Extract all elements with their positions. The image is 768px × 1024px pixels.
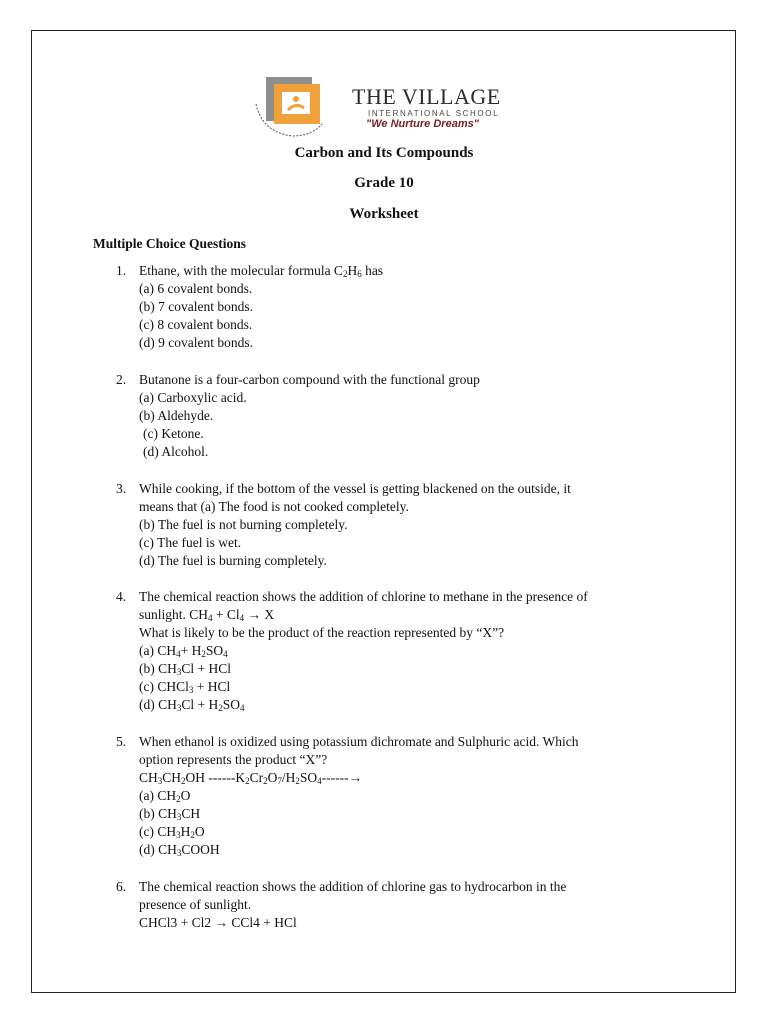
option-c: (c) Ketone. [143, 426, 204, 441]
option-a: (a) $CH_2O$ [139, 788, 191, 804]
option-c: (c) The fuel is wet. [139, 535, 242, 550]
question-stem-line: option represents the product “X”? [139, 752, 328, 767]
option-b: (b) $CH_3CH$ [139, 806, 201, 822]
question-number: 4. [116, 589, 127, 604]
section-heading: Multiple Choice Questions [93, 236, 247, 251]
grade-label: Grade 10 [354, 175, 414, 191]
school-name: THE VILLAGE [352, 84, 501, 109]
question-stem-line: What is likely to be the product of the reaction represented by “X”? [139, 625, 505, 640]
reaction-equation: CHCl3 + Cl2 → CCl4 + HCl [139, 915, 297, 930]
question-stem-line: presence of sunlight. [139, 897, 252, 912]
option-a: (a) $CH_4+ H_2SO_4$ [139, 643, 228, 659]
question-number: 5. [116, 734, 127, 749]
question-stem: Butanone is a four-carbon compound with the functional group [139, 372, 480, 387]
option-c: (c) $CH_3H_2O$ [139, 824, 205, 840]
question-stem-line: While cooking, if the bottom of the vessel is getting blackened on the outside, it [139, 481, 571, 496]
question-number: 6. [116, 879, 127, 894]
reaction-equation: $CH_3CH_2OH$ $------K_2Cr_2O_7/H_2SO_4------\to$ [139, 770, 363, 786]
option-b: (b) The fuel is not burning completely. [139, 517, 348, 532]
school-subtitle: INTERNATIONAL SCHOOL [368, 109, 500, 118]
reaction-equation: sunlight. $CH_4 + Cl_4 \to X$ [139, 607, 275, 623]
arrow-icon: → [348, 770, 363, 785]
question-number: 2. [116, 372, 127, 387]
question-stem-line: When ethanol is oxidized using potassium dichromate and Sulphuric acid. Which [139, 734, 579, 749]
option-c: (c) CHCl$_3$ + HCl [139, 679, 231, 695]
option-d: (d) Alcohol. [143, 444, 209, 459]
option-d: (d) $CH_3Cl + H_2SO_4$ [139, 697, 245, 713]
option-b: (b) 7 covalent bonds. [139, 299, 253, 314]
option-a: (a) Carboxylic acid. [139, 390, 247, 405]
option-b: (b) $CH_3Cl$ + HCl [139, 661, 231, 677]
question-number: 1. [116, 263, 127, 278]
question-stem: Ethane, with the molecular formula $C_2H_6$ has [139, 263, 384, 279]
option-a: (a) 6 covalent bonds. [139, 281, 253, 296]
school-tagline: "We Nurture Dreams" [366, 118, 479, 130]
question-number: 3. [116, 481, 127, 496]
option-c: (c) 8 covalent bonds. [139, 317, 253, 332]
school-logo [252, 74, 514, 140]
question-stem-line: The chemical reaction shows the addition of chlorine gas to hydrocarbon in the [139, 879, 567, 894]
option-d: (d) $CH_3COOH$ [139, 842, 220, 858]
option-d: (d) The fuel is burning completely. [139, 553, 327, 568]
option-b: (b) Aldehyde. [139, 408, 214, 423]
question-stem-line: The chemical reaction shows the addition of chlorine to methane in the presence of [139, 589, 588, 604]
doc-type-label: Worksheet [349, 206, 419, 222]
question-stem-line: means that (a) The food is not cooked completely. [139, 499, 409, 514]
option-d: (d) 9 covalent bonds. [139, 335, 253, 350]
worksheet-title: Carbon and Its Compounds [294, 145, 474, 161]
school-emblem-icon [252, 74, 348, 140]
